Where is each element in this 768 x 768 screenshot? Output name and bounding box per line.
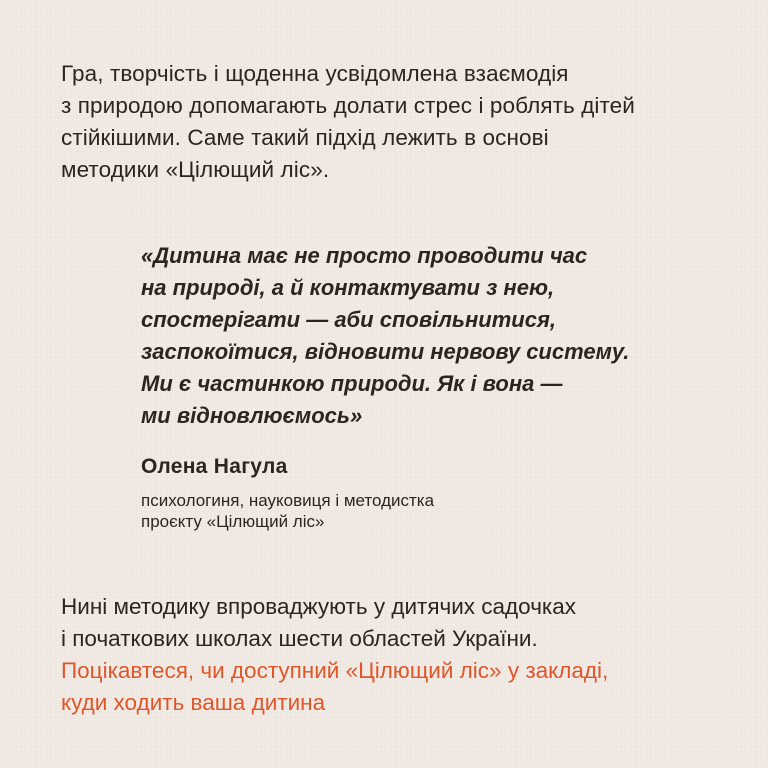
closing-paragraph [61,591,608,719]
author-name: Олена Нагула [141,455,288,478]
author-role-line: проєкту «Цілющий ліс» [141,512,325,531]
intro-line: стійкішими. Саме такий підхід лежить в основі [61,125,549,150]
author-role [141,490,434,532]
intro-line: з природою допомагають долати стрес і роблять дітей [61,93,635,118]
call-to-action-line: куди ходить ваша дитина [61,690,326,715]
quote-line: спостерігати — аби сповільнитися, [141,307,557,332]
quote-line: на природі, а й контактувати з нею, [141,275,555,300]
quote-line: «Дитина має не просто проводити час [141,243,588,268]
quote-line: ми відновлюємось» [141,403,363,428]
intro-paragraph [61,58,635,186]
intro-line: Гра, творчість і щоденна усвідомлена взаємодія [61,61,569,86]
call-to-action-line: Поцікавтеся, чи доступний «Цілющий ліс» у закладі, [61,658,609,683]
closing-line: Нині методику впроваджують у дитячих садочках [61,594,577,619]
closing-line: і початкових школах шести областей України. [61,626,538,651]
author-role-line: психологиня, науковиця і методистка [141,491,435,510]
intro-line: методики «Цілющий ліс». [61,157,330,182]
quote-line: Ми є частинкою природи. Як і вона — [141,371,563,396]
quote-line: заспокоїтися, відновити нервову систему. [141,339,630,364]
quote-block [141,240,629,432]
